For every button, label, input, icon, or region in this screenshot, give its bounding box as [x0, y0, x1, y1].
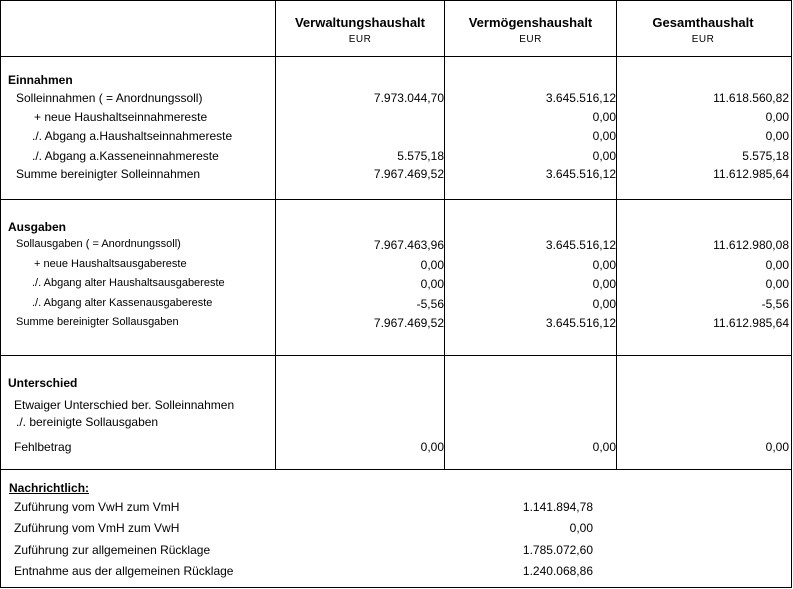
divider-ausgaben [0, 355, 792, 356]
note-row [0, 543, 792, 561]
header-gesamthaushalt [617, 15, 789, 45]
row-label: Sollausgaben ( = Anordnungssoll) [16, 238, 181, 250]
row-label: ./. Abgang alter Haushaltsausgabereste [32, 277, 225, 289]
value-vermoegen: 0,00 [592, 110, 616, 124]
note-value: 1.141.894,78 [522, 500, 593, 514]
value-vermoegen: 0,00 [592, 277, 616, 291]
note-value: 1.240.068,86 [522, 564, 593, 578]
divider-header [0, 56, 792, 57]
row-label: Etwaiger Unterschied ber. Solleinnahmen [14, 398, 235, 412]
header-title: Gesamthaushalt [652, 15, 754, 30]
value-verwaltung: 7.967.469,52 [373, 316, 444, 330]
header-unit: EUR [691, 34, 715, 45]
value-verwaltung: 7.973.044,70 [373, 91, 444, 105]
table-row [0, 110, 792, 128]
row-label: + neue Haushaltseinnahmereste [34, 110, 208, 124]
value-gesamt: 11.618.560,82 [713, 91, 789, 105]
value-gesamt: 5.575,18 [742, 149, 789, 163]
row-label: ./. bereinigte Sollausgaben [16, 415, 159, 429]
value-gesamt: 0,00 [765, 258, 789, 272]
value-verwaltung: 7.967.469,52 [373, 167, 444, 181]
value-vermoegen: 0,00 [592, 297, 616, 311]
table-row-sum [0, 167, 792, 185]
section-title-einnahmen: Einnahmen [8, 73, 73, 87]
value-gesamt: 0,00 [765, 440, 789, 454]
note-label: Entnahme aus der allgemeinen Rücklage [14, 564, 234, 578]
value-verwaltung: -5,56 [416, 297, 444, 311]
value-gesamt: 11.612.985,64 [713, 167, 789, 181]
value-gesamt: 11.612.980,08 [713, 238, 789, 252]
table-row [0, 91, 792, 109]
value-vermoegen: 0,00 [592, 440, 616, 454]
value-gesamt: 0,00 [765, 110, 789, 124]
value-gesamt: 0,00 [765, 129, 789, 143]
table-row [0, 238, 792, 256]
note-value: 0,00 [569, 521, 593, 535]
note-row [0, 564, 792, 582]
table-row [0, 297, 792, 315]
value-vermoegen: 0,00 [592, 129, 616, 143]
section-title-ausgaben: Ausgaben [8, 220, 67, 234]
note-label: Zuführung vom VmH zum VwH [14, 521, 180, 535]
row-label: Solleinnahmen ( = Anordnungssoll) [16, 91, 203, 105]
table-row [0, 129, 792, 147]
table-row [0, 149, 792, 167]
unterschied-text-1 [0, 398, 792, 416]
value-vermoegen: 0,00 [592, 149, 616, 163]
value-verwaltung: 0,00 [420, 277, 444, 291]
row-label: + neue Haushaltsausgabereste [34, 258, 187, 270]
table-row-sum [0, 316, 792, 334]
value-verwaltung: 7.967.463,96 [373, 238, 444, 252]
divider-unterschied [0, 469, 792, 470]
value-vermoegen: 3.645.516,12 [545, 167, 616, 181]
value-vermoegen: 0,00 [592, 258, 616, 272]
value-vermoegen: 3.645.516,12 [545, 316, 616, 330]
value-gesamt: 11.612.985,64 [713, 316, 789, 330]
value-gesamt: -5,56 [761, 297, 789, 311]
row-label: Summe bereinigter Solleinnahmen [16, 167, 201, 181]
row-label: Fehlbetrag [14, 440, 72, 454]
value-vermoegen: 3.645.516,12 [545, 91, 616, 105]
note-label: Zuführung vom VwH zum VmH [14, 500, 180, 514]
header-title: Verwaltungshaushalt [294, 15, 426, 30]
value-gesamt: 0,00 [765, 277, 789, 291]
value-verwaltung: 0,00 [420, 440, 444, 454]
divider-einnahmen [0, 199, 792, 200]
value-verwaltung: 5.575,18 [397, 149, 444, 163]
section-title-nachrichtlich: Nachrichtlich: [9, 481, 90, 495]
row-label: ./. Abgang a.Haushaltseinnahmereste [32, 129, 233, 143]
unterschied-text-2 [0, 415, 792, 433]
header-verwaltungshaushalt [276, 15, 444, 45]
header-unit: EUR [348, 34, 372, 45]
note-row [0, 500, 792, 518]
note-row [0, 521, 792, 539]
note-label: Zuführung zur allgemeinen Rücklage [14, 543, 211, 557]
table-row [0, 277, 792, 295]
row-label: Summe bereinigter Sollausgaben [16, 316, 179, 328]
section-title-unterschied: Unterschied [8, 376, 78, 390]
header-title: Vermögenshaushalt [468, 15, 593, 30]
table-row [0, 258, 792, 276]
header-unit: EUR [519, 34, 542, 45]
row-label: ./. Abgang alter Kassenausgabereste [32, 297, 213, 309]
note-value: 1.785.072,60 [522, 543, 593, 557]
value-verwaltung: 0,00 [420, 258, 444, 272]
value-vermoegen: 3.645.516,12 [545, 238, 616, 252]
header-vermoegenshaushalt [445, 15, 616, 45]
table-row-fehlbetrag [0, 440, 792, 458]
row-label: ./. Abgang a.Kasseneinnahmereste [32, 149, 219, 163]
